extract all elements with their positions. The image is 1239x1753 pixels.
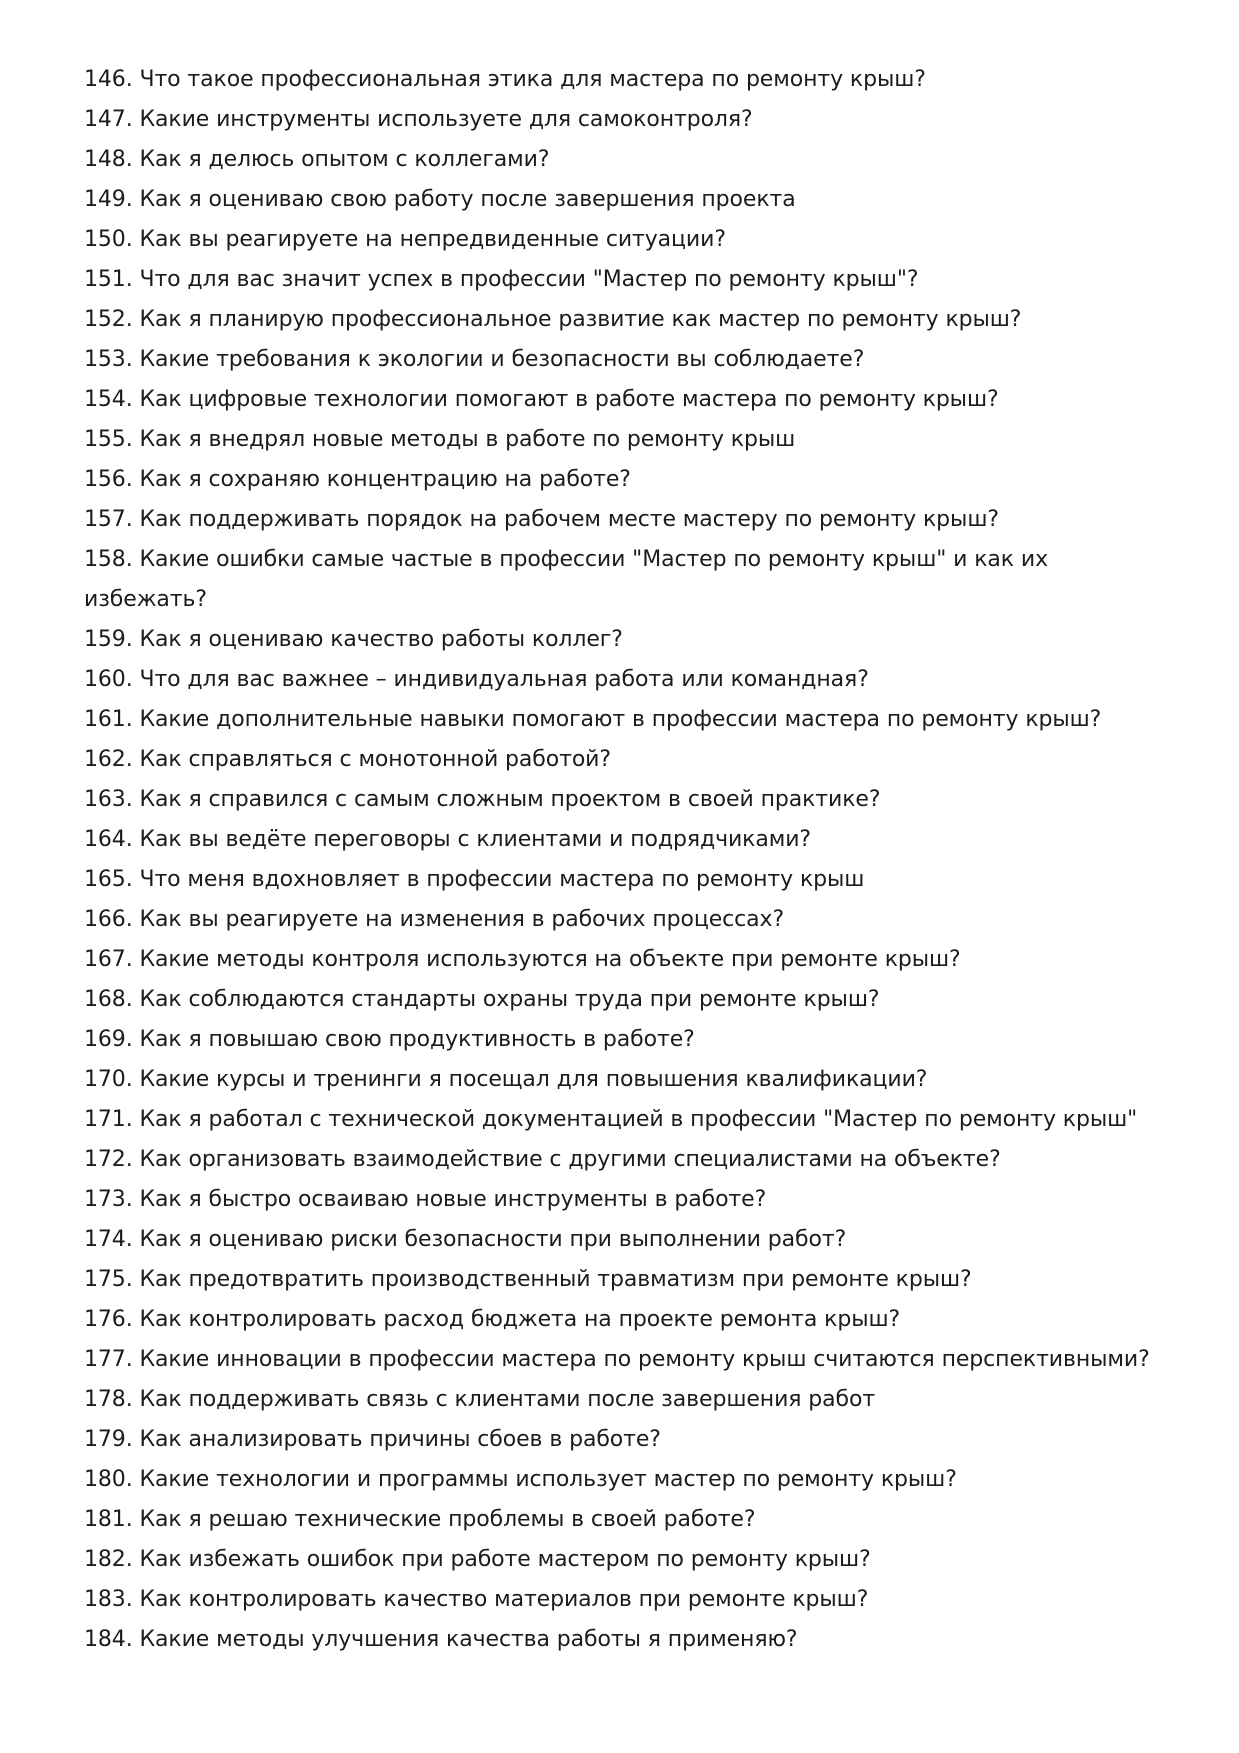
question-178: 178. Как поддерживать связь с клиентами после завершения работ — [84, 1387, 876, 1412]
question-155: 155. Как я внедрял новые методы в работе по ремонту крыш — [84, 427, 796, 452]
question-161: 161. Какие дополнительные навыки помогают в профессии мастера по ремонту крыш? — [84, 707, 1102, 732]
question-149: 149. Как я оцениваю свою работу после завершения проекта — [84, 187, 796, 212]
question-154: 154. Как цифровые технологии помогают в работе мастера по ремонту крыш? — [84, 387, 999, 412]
question-162: 162. Как справляться с монотонной работой? — [84, 747, 611, 772]
question-171: 171. Как я работал с технической документацией в профессии "Мастер по ремонту крыш" — [84, 1107, 1138, 1132]
question-180: 180. Какие технологии и программы использует мастер по ремонту крыш? — [84, 1467, 957, 1492]
question-148: 148. Как я делюсь опытом с коллегами? — [84, 147, 550, 172]
question-174: 174. Как я оцениваю риски безопасности при выполнении работ? — [84, 1227, 847, 1252]
question-167: 167. Какие методы контроля используются на объекте при ремонте крыш? — [84, 947, 961, 972]
question-169: 169. Как я повышаю свою продуктивность в работе? — [84, 1027, 695, 1052]
question-163: 163. Как я справился с самым сложным проектом в своей практике? — [84, 787, 881, 812]
question-147: 147. Какие инструменты используете для самоконтроля? — [84, 107, 753, 132]
question-177: 177. Какие инновации в профессии мастера по ремонту крыш считаются перспективными? — [84, 1347, 1150, 1372]
question-152: 152. Как я планирую профессиональное развитие как мастер по ремонту крыш? — [84, 307, 1022, 332]
question-160: 160. Что для вас важнее – индивидуальная работа или командная? — [84, 667, 869, 692]
question-164: 164. Как вы ведёте переговоры с клиентами и подрядчиками? — [84, 827, 812, 852]
question-146: 146. Что такое профессиональная этика для мастера по ремонту крыш? — [84, 67, 926, 92]
question-182: 182. Как избежать ошибок при работе мастером по ремонту крыш? — [84, 1547, 871, 1572]
question-175: 175. Как предотвратить производственный травматизм при ремонте крыш? — [84, 1267, 972, 1292]
question-170: 170. Какие курсы и тренинги я посещал для повышения квалификации? — [84, 1067, 928, 1092]
question-158: 158. Какие ошибки самые частые в профессии "Мастер по ремонту крыш" и как их избежать? — [84, 547, 1048, 612]
question-166: 166. Как вы реагируете на изменения в рабочих процессах? — [84, 907, 785, 932]
question-151: 151. Что для вас значит успех в профессии "Мастер по ремонту крыш"? — [84, 267, 919, 292]
question-181: 181. Как я решаю технические проблемы в своей работе? — [84, 1507, 756, 1532]
question-176: 176. Как контролировать расход бюджета на проекте ремонта крыш? — [84, 1307, 901, 1332]
question-156: 156. Как я сохраняю концентрацию на работе? — [84, 467, 631, 492]
question-165: 165. Что меня вдохновляет в профессии мастера по ремонту крыш — [84, 867, 865, 892]
question-list — [84, 60, 1174, 1660]
question-172: 172. Как организовать взаимодействие с другими специалистами на объекте? — [84, 1147, 1001, 1172]
question-168: 168. Как соблюдаются стандарты охраны труда при ремонте крыш? — [84, 987, 880, 1012]
question-150: 150. Как вы реагируете на непредвиденные ситуации? — [84, 227, 726, 252]
question-159: 159. Как я оцениваю качество работы коллег? — [84, 627, 623, 652]
question-184: 184. Какие методы улучшения качества работы я применяю? — [84, 1627, 798, 1652]
question-157: 157. Как поддерживать порядок на рабочем месте мастеру по ремонту крыш? — [84, 507, 999, 532]
question-153: 153. Какие требования к экологии и безопасности вы соблюдаете? — [84, 347, 865, 372]
question-183: 183. Как контролировать качество материалов при ремонте крыш? — [84, 1587, 869, 1612]
question-173: 173. Как я быстро осваиваю новые инструменты в работе? — [84, 1187, 767, 1212]
question-179: 179. Как анализировать причины сбоев в работе? — [84, 1427, 661, 1452]
